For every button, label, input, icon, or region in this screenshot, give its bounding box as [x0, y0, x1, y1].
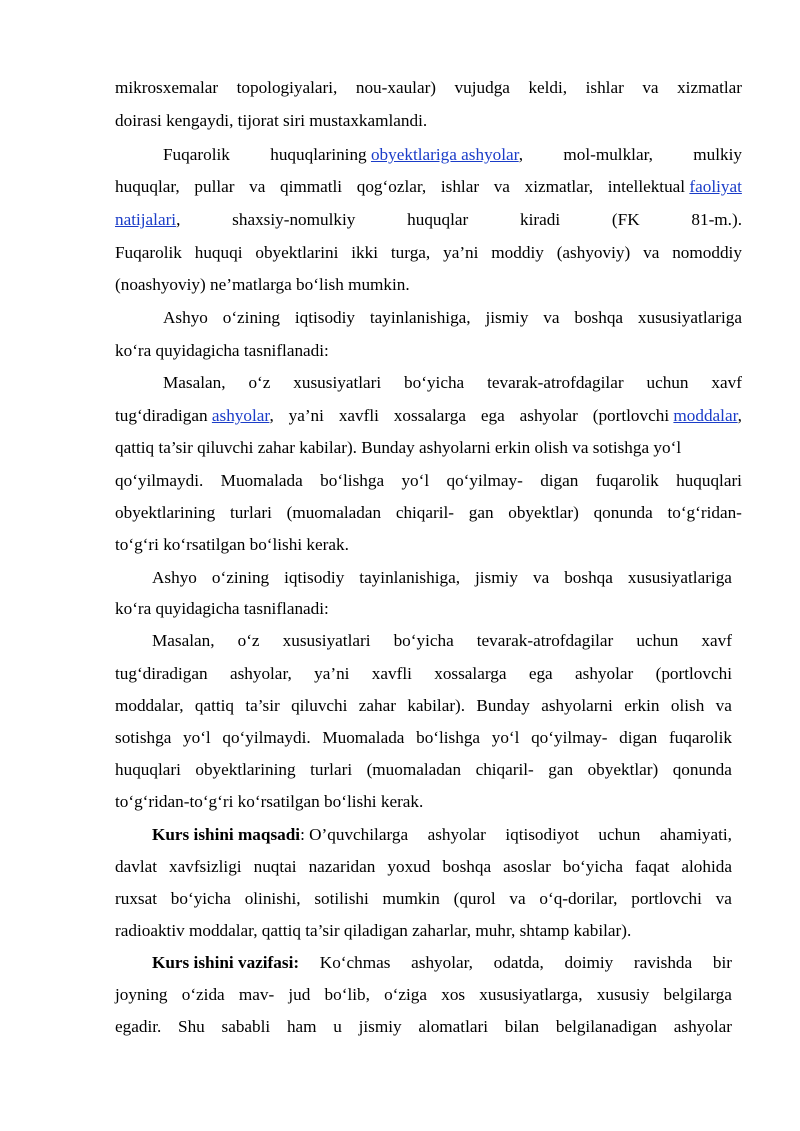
word: ega	[480, 406, 505, 425]
word: ikki	[351, 243, 379, 262]
word: fuqarolik	[668, 728, 732, 747]
word: turlari	[310, 760, 353, 779]
word: o‘z	[237, 631, 260, 650]
word: mikrosxemalar	[115, 78, 219, 97]
word: sababli	[221, 1017, 271, 1036]
link-ashyolar[interactable]: ashyolar	[211, 406, 270, 425]
word: bo‘yicha	[404, 373, 465, 392]
word: Fuqarolik	[115, 243, 182, 262]
word: ashyolarni	[541, 696, 613, 715]
heading-vazifasi: Kurs ishini vazifasi:	[152, 953, 300, 972]
word: va	[493, 177, 510, 196]
word: mulkiy	[693, 145, 742, 164]
word: xususiyatlari	[282, 631, 371, 650]
text-line	[152, 568, 732, 588]
word: obyektlarining	[115, 503, 216, 522]
word: uchun	[636, 631, 679, 650]
text-line	[115, 889, 732, 909]
word: xavfli	[338, 406, 379, 425]
word: tayinlanishiga,	[369, 308, 471, 327]
word: shaxsiy-nomulkiy	[232, 210, 356, 229]
word: Shu	[178, 1017, 205, 1036]
word: faqat	[635, 857, 670, 876]
text-line	[115, 985, 732, 1005]
word: chiqaril-	[395, 503, 455, 522]
text-line	[115, 1017, 732, 1037]
word: digan	[619, 728, 658, 747]
word: odatda,	[493, 953, 544, 972]
word: qattiq	[194, 696, 235, 715]
word: yo‘l	[401, 471, 430, 490]
word: digan	[540, 471, 579, 490]
word: qonunda	[593, 503, 653, 522]
word: obyektlarining	[195, 760, 296, 779]
word: bir	[712, 953, 732, 972]
word: qo‘yilmay-	[446, 471, 523, 490]
word: boshqa	[564, 568, 613, 587]
text-line	[163, 373, 742, 393]
word: iqtisodiy	[294, 308, 356, 327]
word: belgilarga	[663, 985, 732, 1004]
word: tevarak-atrofdagilar	[487, 373, 624, 392]
text-line	[152, 825, 732, 845]
word: belgilanadigan	[555, 1017, 658, 1036]
word: ham	[286, 1017, 317, 1036]
word: o‘zining	[211, 568, 270, 587]
word: huquqlari	[676, 471, 742, 490]
word: xavf	[711, 373, 742, 392]
word: bo‘lishga	[416, 728, 481, 747]
word: fuqarolik	[595, 471, 659, 490]
word: xususiy	[596, 985, 650, 1004]
word: kabilar).	[407, 696, 466, 715]
word: (muomaladan	[366, 760, 462, 779]
text-line	[115, 664, 732, 684]
text-line	[163, 308, 742, 328]
word: Masalan,	[163, 373, 226, 392]
word: va	[509, 889, 526, 908]
word: ahamiyati,	[659, 825, 732, 844]
word: jismiy	[485, 308, 529, 327]
word: doimiy	[564, 953, 614, 972]
word: obyektlar)	[508, 503, 579, 522]
word: turlari	[229, 503, 272, 522]
word: (muomaladan	[286, 503, 382, 522]
word: uchun	[598, 825, 641, 844]
word: tug‘diradigan	[115, 664, 208, 683]
word: alomatlari	[418, 1017, 488, 1036]
text-line: to‘g‘ri ko‘rsatilgan bo‘lishi kerak.	[115, 535, 349, 554]
word: ashyolar	[427, 825, 486, 844]
word: bo‘yicha	[170, 889, 231, 908]
word: (ashyoviy)	[556, 243, 631, 262]
word: va	[532, 568, 550, 587]
word: vujudga	[454, 78, 510, 97]
word: ruxsat	[115, 889, 158, 908]
text-line: qattiq ta’sir qiluvchi zahar kabilar). Bunday ashyolarni erkin olish va sotishga yo‘l	[115, 438, 682, 457]
word: va	[643, 243, 660, 262]
word: ishlar	[585, 78, 624, 97]
link-moddalar[interactable]: moddalar	[673, 406, 738, 425]
word: va	[715, 696, 732, 715]
word: moddalar,	[115, 696, 184, 715]
word: xizmatlar,	[524, 177, 594, 196]
heading-maqsadi: Kurs ishini maqsadi	[152, 825, 301, 844]
word: qo‘yilmay-	[531, 728, 608, 747]
word: xavf	[701, 631, 732, 650]
text-line	[115, 471, 742, 491]
word: mav-	[238, 985, 275, 1004]
text-line: doirasi kengaydi, tijorat siri mustaxkamlandi.	[115, 111, 428, 130]
text-line: to‘g‘ridan-to‘g‘ri ko‘rsatilgan bo‘lishi kerak.	[115, 792, 424, 811]
word: xossalarga	[434, 664, 507, 683]
word: 81-m.).	[691, 210, 742, 229]
word-with-link: intellektual faoliyat	[607, 177, 742, 196]
text-line	[163, 145, 742, 165]
word: olish	[670, 696, 705, 715]
word: xos	[441, 985, 466, 1004]
word: nuqtai	[253, 857, 297, 876]
word: va	[543, 308, 560, 327]
text-line	[115, 243, 742, 263]
word: nou-xaular)	[355, 78, 437, 97]
text-line	[115, 857, 732, 877]
word: yoxud	[387, 857, 431, 876]
word: nazaridan	[308, 857, 376, 876]
word: Muomalada	[322, 728, 405, 747]
word: alohida	[681, 857, 732, 876]
word: ta’sir	[245, 696, 280, 715]
word-with-link: huquqlarining obyektlariga ashyolar,	[270, 145, 523, 164]
word: ashyolar,	[229, 664, 292, 683]
word: yo‘l	[183, 728, 211, 747]
word: (qurol	[453, 889, 496, 908]
word: bo‘yicha	[393, 631, 454, 650]
text-line: radioaktiv moddalar, qattiq ta’sir qiladigan zaharlar, muhr, shtamp kabilar).	[115, 921, 632, 940]
word: huquqlar	[407, 210, 469, 229]
word: xususiyatlari	[293, 373, 382, 392]
word: xossalarga	[393, 406, 467, 425]
word: va	[642, 78, 659, 97]
word: topologiyalari,	[236, 78, 338, 97]
word: qo‘yilmaydi.	[222, 728, 311, 747]
word: nomoddiy	[672, 243, 742, 262]
word: jud	[288, 985, 311, 1004]
word: va	[249, 177, 266, 196]
text-line	[115, 406, 742, 426]
word: obyektlar)	[587, 760, 659, 779]
word: to‘g‘ridan-	[667, 503, 742, 522]
text-line	[115, 728, 732, 748]
word: xizmatlar	[677, 78, 742, 97]
text-line	[152, 953, 732, 973]
text-line: ko‘ra quyidagicha tasniflanadi:	[115, 341, 329, 360]
word: qog‘ozlar,	[356, 177, 427, 196]
word-with-heading	[152, 953, 299, 973]
word: mumkin	[382, 889, 440, 908]
word-with-link: tug‘diradigan ashyolar,	[115, 406, 274, 425]
word: turga,	[390, 243, 431, 262]
word: tevarak-atrofdagilar	[476, 631, 614, 650]
word: pullar	[194, 177, 235, 196]
word: Ko‘chmas	[319, 953, 391, 972]
word: Ashyo	[163, 308, 208, 327]
word: mol-mulklar,	[563, 145, 653, 164]
word: egadir.	[115, 1017, 162, 1036]
word: obyektlarini	[255, 243, 339, 262]
text-line	[115, 210, 742, 230]
word: xususiyatlariga	[627, 568, 732, 587]
link-obyektlariga-ashyolar[interactable]: obyektlariga ashyolar	[370, 145, 519, 164]
word: uchun	[646, 373, 689, 392]
word: qonunda	[672, 760, 732, 779]
word: xavfsizligi	[169, 857, 242, 876]
word-with-heading: Kurs ishini maqsadi: O’quvchilarga	[152, 825, 409, 844]
word: gan	[468, 503, 494, 522]
word: huquqlari	[115, 760, 181, 779]
word: bo‘yicha	[562, 857, 623, 876]
word: qimmatli	[280, 177, 343, 196]
word: moddiy	[491, 243, 544, 262]
word: (portlovchi	[655, 664, 732, 683]
word: u	[333, 1017, 342, 1036]
text-line	[115, 503, 742, 523]
word: bo‘lib,	[324, 985, 370, 1004]
word: o‘ziga	[384, 985, 428, 1004]
word: iqtisodiyot	[505, 825, 579, 844]
word: ashyolar	[575, 664, 634, 683]
word: chiqaril-	[475, 760, 534, 779]
word: sotilishi	[314, 889, 369, 908]
text-line	[115, 177, 742, 197]
text-line	[115, 78, 742, 98]
word: jismiy	[475, 568, 518, 587]
word: davlat	[115, 857, 157, 876]
word: Ashyo	[152, 568, 197, 587]
word: olinishi,	[244, 889, 301, 908]
word: ravishda	[633, 953, 693, 972]
word: qo‘yilmaydi.	[115, 471, 204, 490]
word: portlovchi	[631, 889, 702, 908]
word: Fuqarolik	[163, 145, 230, 164]
word: o‘zida	[181, 985, 225, 1004]
word: bo‘lishga	[320, 471, 385, 490]
word: o‘q-dorilar,	[539, 889, 618, 908]
word: ya’ni	[314, 664, 350, 683]
word: boshqa	[574, 308, 624, 327]
word: Muomalada	[220, 471, 303, 490]
text-line: ko‘ra quyidagicha tasniflanadi:	[115, 599, 329, 618]
word-with-link: natijalari,	[115, 210, 181, 229]
word: ega	[528, 664, 553, 683]
word: gan	[548, 760, 574, 779]
link-faoliyat[interactable]: faoliyat	[689, 177, 742, 196]
text-line	[115, 696, 732, 716]
word: o‘z	[248, 373, 271, 392]
word: sotishga	[115, 728, 172, 747]
word: Masalan,	[152, 631, 215, 650]
word: yo‘l	[491, 728, 520, 747]
word: Bunday	[476, 696, 530, 715]
word: kiradi	[520, 210, 561, 229]
word: ashyolar	[519, 406, 578, 425]
word: zahar	[358, 696, 396, 715]
word: joyning	[115, 985, 168, 1004]
word: xususiyatlariga	[637, 308, 742, 327]
word: ishlar	[440, 177, 480, 196]
word: keldi,	[528, 78, 568, 97]
word: ashyolar	[673, 1017, 732, 1036]
word: huquqi	[194, 243, 243, 262]
word: (FK	[611, 210, 640, 229]
word: o‘zining	[222, 308, 281, 327]
word: erkin	[624, 696, 660, 715]
word: boshqa	[442, 857, 492, 876]
text-line: (noashyoviy) ne’matlarga bo‘lish mumkin.	[115, 275, 410, 294]
word: va	[715, 889, 732, 908]
word: asoslar	[503, 857, 551, 876]
word: iqtisodiy	[284, 568, 345, 587]
word-with-link: (portlovchi moddalar,	[592, 406, 742, 425]
text-line	[115, 760, 732, 780]
word: xususiyatlarga,	[479, 985, 583, 1004]
link-natijalari[interactable]: natijalari	[115, 210, 177, 229]
word: jismiy	[358, 1017, 402, 1036]
word: huquqlar,	[115, 177, 180, 196]
word: ashyolar,	[411, 953, 473, 972]
text-line	[152, 631, 732, 651]
word: ya’ni	[443, 243, 479, 262]
word: ya’ni	[288, 406, 324, 425]
word: bilan	[504, 1017, 540, 1036]
word: qiluvchi	[291, 696, 348, 715]
word: tayinlanishiga,	[359, 568, 461, 587]
word: xavfli	[371, 664, 412, 683]
